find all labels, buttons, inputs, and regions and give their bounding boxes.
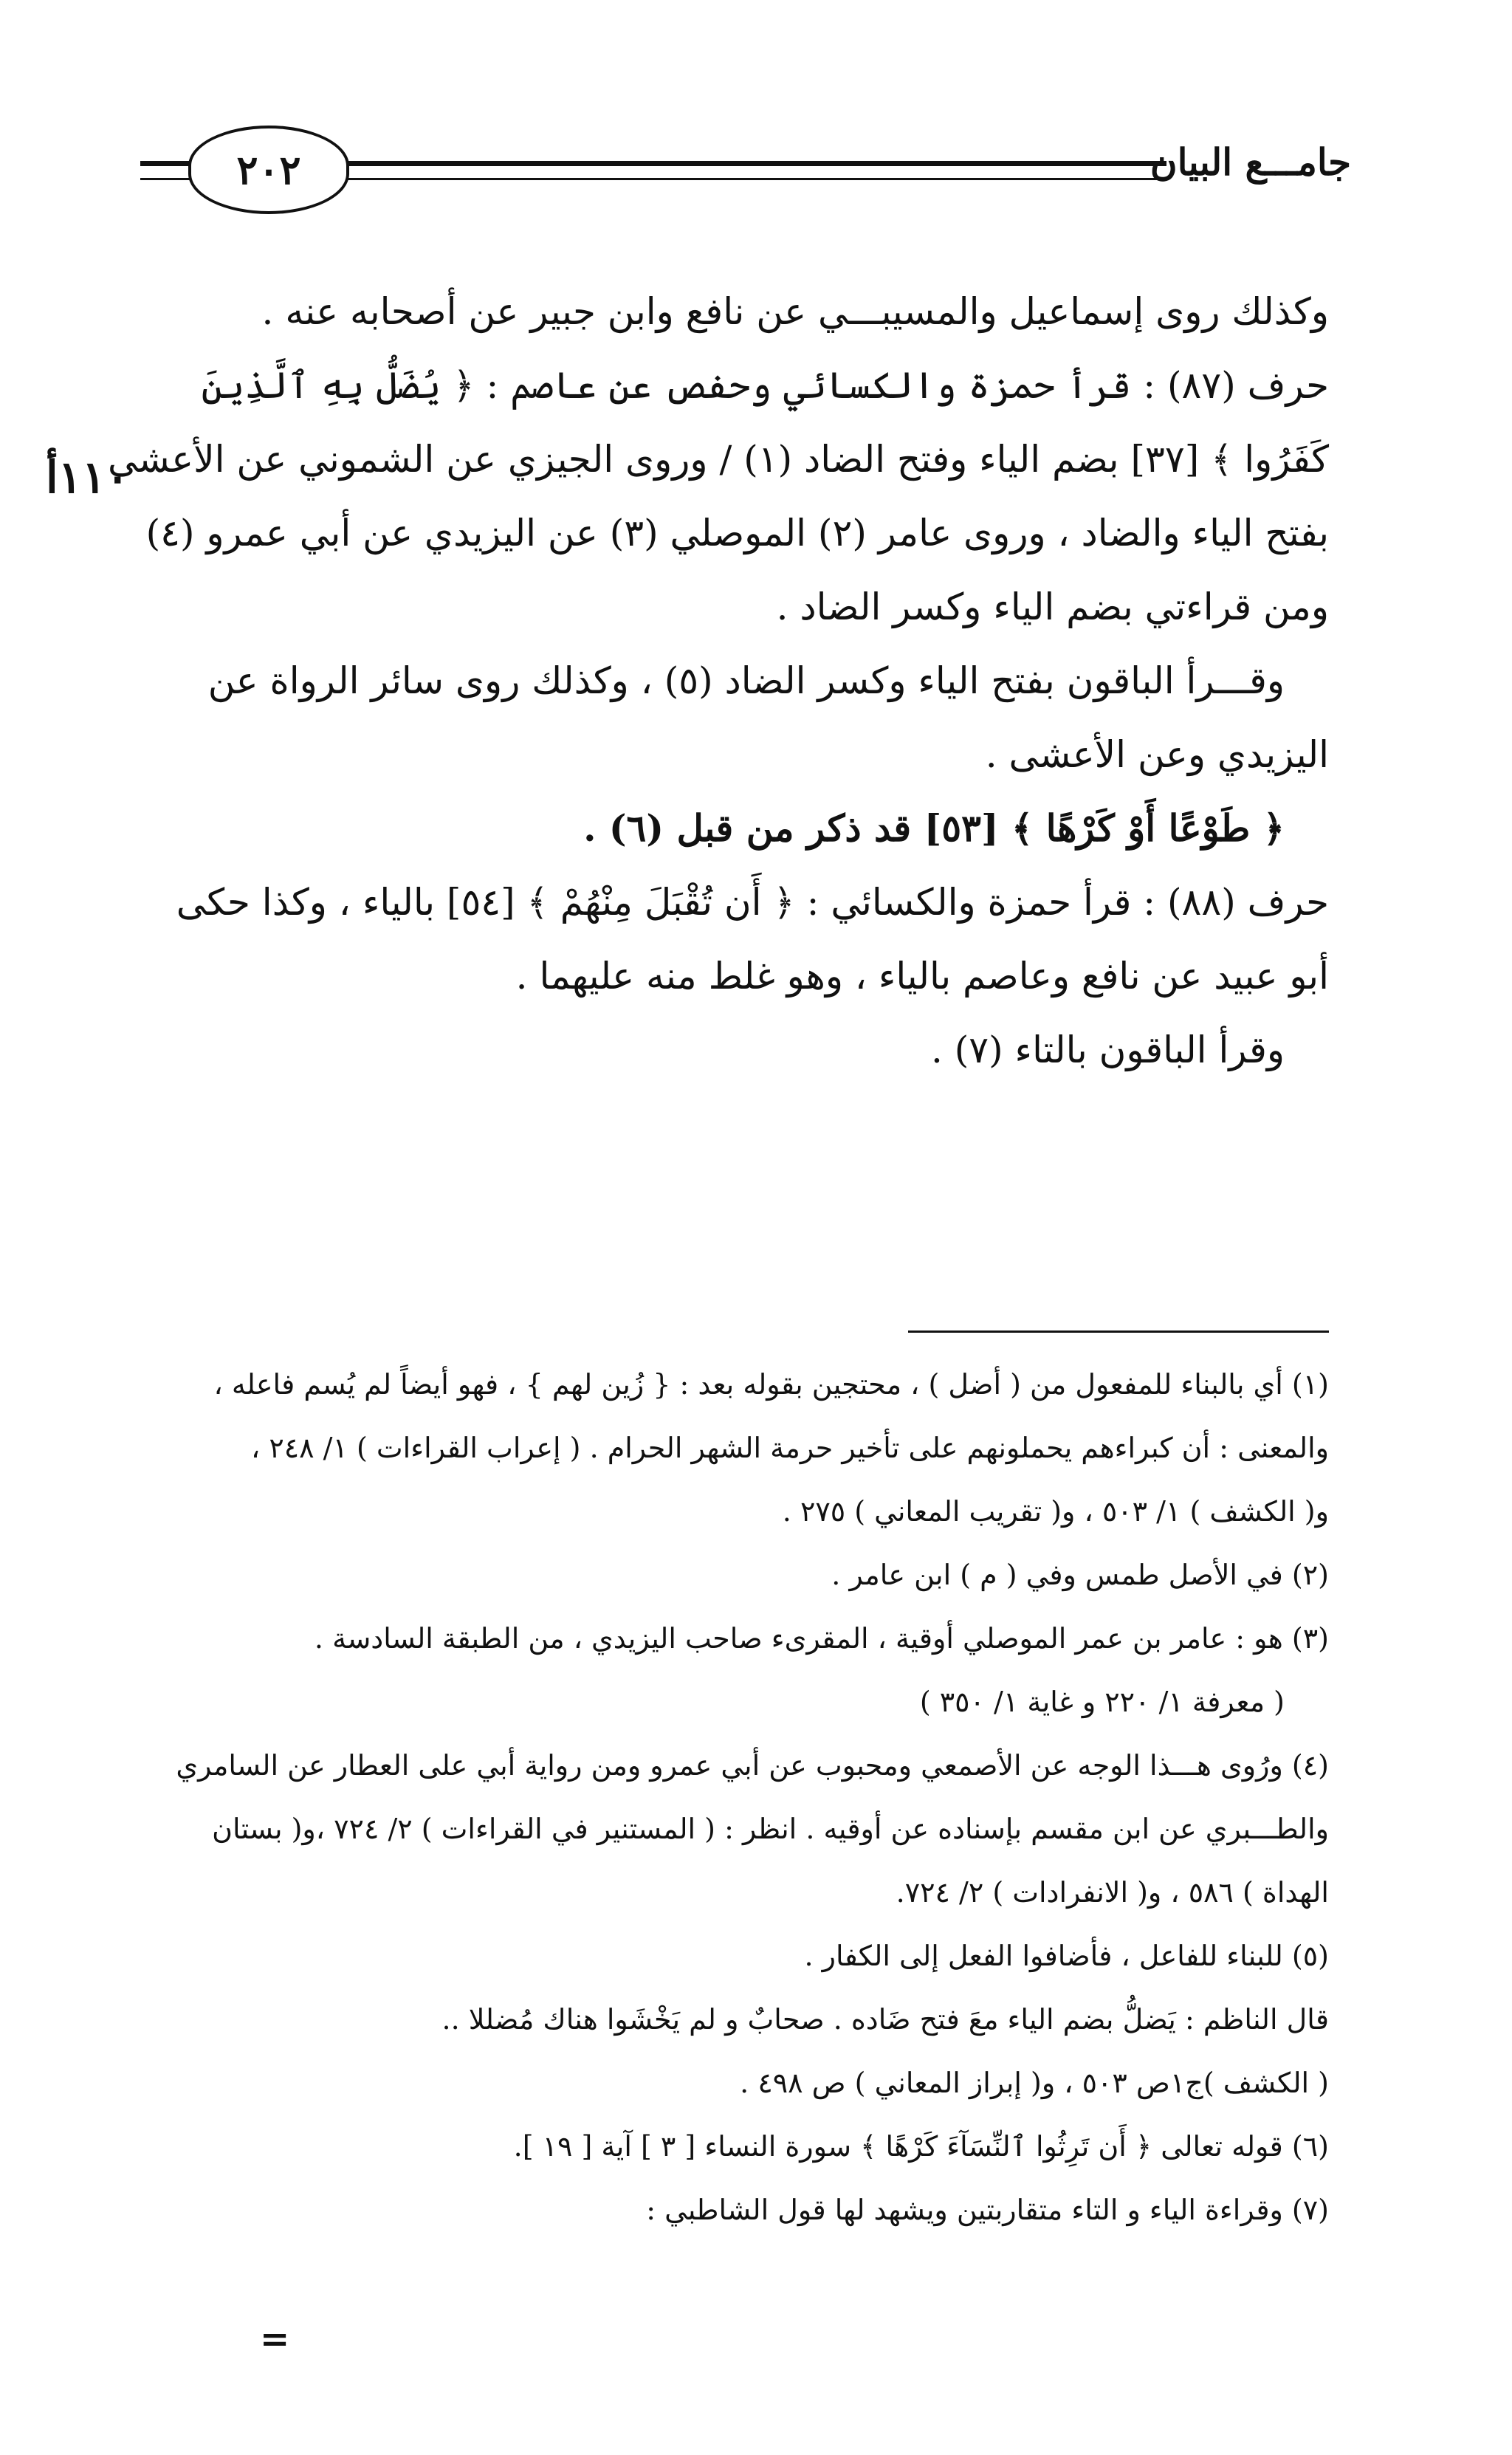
text-line-7: اليزيدي وعن الأعشى . [985, 733, 1329, 776]
footnote-line-10: (٥) للبناء للفاعل ، فأضافوا الفعل إلى الكفار . [804, 1940, 1329, 1972]
text-line-2: حرف (٨٧) : قرأ حمزة والكسائي وحفص عن عاصم : ﴿ يُضَلُّ بِهِ ٱلَّذِينَ [201, 364, 1329, 407]
text-line-1: وكذلك روى إسماعيل والمسيبـــي عن نافع وابن جبير عن أصحابه عنه . [261, 290, 1329, 333]
continuation-mark: = [260, 2318, 290, 2360]
text-line-9: حرف (٨٨) : قرأ حمزة والكسائي : ﴿ أَن تُقْبَلَ مِنْهُمْ ﴾ [٥٤] بالياء ، وكذا حكى [176, 881, 1329, 924]
footnote-separator [908, 1330, 1329, 1333]
main-text [107, 275, 1329, 1087]
text-line-11: وقرأ الباقون بالتاء (٧) . [931, 1029, 1285, 1071]
text-line-4: بفتح الياء والضاد ، وروى عامر (٢) الموصلي (٣) عن اليزيدي عن أبي عمرو (٤) [145, 512, 1329, 554]
footnote-line-12: ( الكشف )ج١ص ٥٠٣ ، و( إبراز المعاني ) ص ٤٩٨ . [740, 2067, 1329, 2099]
page-number: ٢٠٢ [188, 126, 349, 214]
footnote-line-11: قال الناظم : يَضلُّ بضم الياء معَ فتح ضَاده . صحابٌ و لم يَخْشَوا هناك مُضللا .. [441, 2003, 1329, 2036]
footnote-line-8: والطـــبري عن ابن مقسم بإسناده عن أوقيه . انظر : ( المستنير في القراءات ) ٢/ ٧٢٤ ،و( بستان [212, 1813, 1329, 1845]
footnotes [162, 1353, 1329, 2242]
text-line-3: كَفَرُوا ﴾ [٣٧] بضم الياء وفتح الضاد (١) / وروى الجيزي عن الشموني عن الأعشى [107, 438, 1329, 481]
footnote-line-14: (٧) وقراءة الياء و التاء متقاربتين ويشهد لها قول الشاطبي : [646, 2194, 1329, 2226]
text-line-5: ومن قراءتي بضم الياء وكسر الضاد . [776, 586, 1329, 628]
footnote-line-1: (١) أي بالبناء للمفعول من ( أضل ) ، محتجين بقوله بعد : { زُين لهم } ، فهو أيضاً لم يُسم فاعله ، [213, 1368, 1329, 1401]
text-line-6: وقـــرأ الباقون بفتح الياء وكسر الضاد (٥) ، وكذلك روى سائر الرواة عن [207, 659, 1285, 702]
footnote-line-9: الهداة ) ٥٨٦ ، و( الانفرادات ) ٢/ ٧٢٤. [896, 1876, 1329, 1909]
text-line-8: ﴿ طَوْعًا أَوْ كَرْهًا ﴾ [٥٣] قد ذكر من قبل (٦) . [583, 806, 1285, 850]
footnote-line-4: (٢) في الأصل طمس وفي ( م ) ابن عامر . [831, 1559, 1329, 1591]
footnote-line-13: (٦) قوله تعالى ﴿ أَن تَرِثُوا ٱلنِّسَآءَ كَرْهًا ﴾ سورة النساء [ ٣ ] آية [ ١٩ ]. [513, 2130, 1329, 2163]
footnote-line-2: والمعنى : أن كبراءهم يحملونهم على تأخير حرمة الشهر الحرام . ( إعراب القراءات ) ١/ ٢٤٨ ، [251, 1432, 1329, 1464]
footnote-line-3: و( الكشف ) ١/ ٥٠٣ ، و( تقريب المعاني ) ٢٧٥ . [782, 1495, 1329, 1528]
page-header [140, 126, 1351, 222]
footnote-line-7: (٤) ورُوى هـــذا الوجه عن الأصمعي ومحبوب عن أبي عمرو ومن رواية أبي على العطار عن السامري [176, 1749, 1329, 1782]
footnote-line-5: (٣) هو : عامر بن عمر الموصلي أوقية ، المقرىء صاحب اليزيدي ، من الطبقة السادسة . [314, 1622, 1329, 1655]
margin-folio-note: ١١٠أ [46, 452, 130, 504]
running-title: جامـــع البيان [1150, 140, 1351, 184]
footnote-line-6: ( معرفة ١/ ٢٢٠ و غاية ١/ ٣٥٠ ) [919, 1686, 1285, 1718]
text-line-10: أبو عبيد عن نافع وعاصم بالياء ، وهو غلط منه عليهما . [515, 955, 1329, 998]
